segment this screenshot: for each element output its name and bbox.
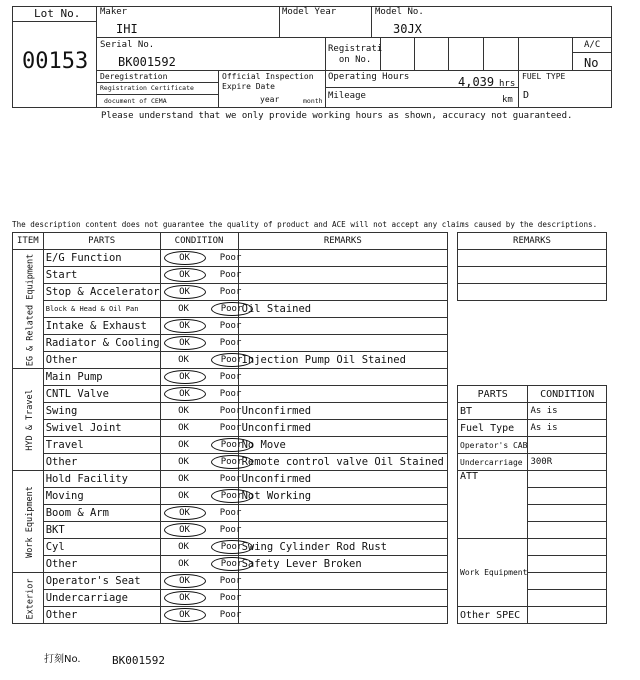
poor-option[interactable]: Poor [219, 338, 242, 348]
condition-cell [160, 505, 242, 522]
item-group-label: Exterior [25, 578, 35, 619]
item-group-label: HYD & Travel [25, 389, 35, 451]
condition-cell [160, 369, 242, 386]
item-group [13, 369, 44, 471]
condition-cell [160, 556, 243, 573]
condition-cell [160, 420, 242, 437]
serial-value: BK001592 [118, 55, 176, 69]
right-condition-cell [528, 539, 607, 556]
right-condition-value: As is [528, 420, 607, 437]
poor-option[interactable]: Poor [219, 287, 242, 297]
maker-value: IHI [116, 22, 138, 36]
right-condition-cell [528, 573, 607, 590]
right-parts-table [457, 385, 607, 624]
table-row [13, 590, 448, 607]
part-name: Swivel Joint [43, 420, 160, 437]
right-parts-row [458, 420, 607, 437]
remarks-cell [238, 607, 447, 624]
poor-option-selected[interactable]: Poor [211, 489, 253, 503]
item-group [13, 471, 44, 573]
remarks-cell: Safety Lever Broken [238, 556, 447, 573]
condition-cell [160, 403, 242, 420]
condition-cell [160, 471, 242, 488]
poor-option[interactable]: Poor [219, 389, 242, 399]
remarks-cell: Remote control valve Oil Stained [238, 454, 447, 471]
poor-option-selected[interactable]: Poor [211, 438, 253, 452]
stamp-label: 打刻No. [44, 654, 81, 665]
condition-cell [160, 488, 243, 505]
lot-label: Lot No. [34, 7, 81, 20]
table-row [13, 488, 448, 505]
right-remarks-table [457, 232, 607, 301]
right-condition-value: 300R [528, 454, 607, 471]
header-item: ITEM [13, 233, 44, 250]
disclaimer: The description content does not guarantee the quality of product and ACE will not accept any claims caused by the descriptions. [12, 220, 598, 229]
table-row [13, 250, 448, 267]
ok-option-selected[interactable]: OK [164, 285, 206, 299]
part-name: Other [43, 352, 160, 369]
deregistration-label: Deregistration [100, 72, 168, 81]
ok-option[interactable]: OK [178, 491, 189, 501]
fuel-type-label: FUEL TYPE [522, 72, 566, 81]
header-block [12, 6, 612, 108]
condition-cell [160, 284, 242, 301]
part-name: Start [43, 267, 160, 284]
right-parts-header-row [458, 386, 607, 403]
part-name: Radiator & Cooling [43, 335, 160, 352]
remarks-cell: Unconfirmed [238, 471, 447, 488]
item-group-label: Work Equipment [25, 486, 35, 558]
right-part-name: Undercarriage [458, 454, 528, 471]
poor-option-selected[interactable]: Poor [211, 455, 253, 469]
right-part-name: Work Equipment [458, 539, 528, 607]
poor-option-selected[interactable]: Poor [211, 540, 253, 554]
table-row [13, 437, 448, 454]
part-name: Block & Head & Oil Pan [43, 301, 160, 318]
fuel-type-value: D [523, 90, 530, 101]
condition-cell [160, 318, 242, 335]
table-row [13, 471, 448, 488]
table-header-row [13, 233, 448, 250]
remarks-cell [238, 505, 447, 522]
ok-option-selected[interactable]: OK [164, 608, 206, 622]
hrs-unit: hrs [499, 79, 516, 89]
right-remarks-header-row [458, 233, 607, 250]
part-name: Main Pump [43, 369, 160, 386]
ac-value: No [584, 56, 599, 70]
ok-option[interactable]: OK [178, 542, 189, 552]
poor-option[interactable]: Poor [219, 610, 242, 620]
poor-option[interactable]: Poor [219, 576, 242, 586]
right-parts-row [458, 607, 607, 624]
condition-cell [160, 301, 243, 318]
part-name: Moving [43, 488, 160, 505]
table-row [13, 284, 448, 301]
right-part-name: Fuel Type [458, 420, 528, 437]
remarks-cell [238, 522, 447, 539]
poor-option[interactable]: Poor [219, 474, 242, 484]
part-name: Other [43, 607, 160, 624]
month-label: month [303, 97, 323, 105]
table-row [13, 301, 448, 318]
remarks-cell: Unconfirmed [238, 403, 447, 420]
right-part-name: Other SPEC [458, 607, 528, 624]
ok-option-selected[interactable]: OK [164, 370, 206, 384]
part-name: Stop & Accelerator [43, 284, 160, 301]
ok-option[interactable]: OK [178, 423, 189, 433]
right-condition-cell [528, 505, 607, 522]
header-condition: CONDITION [160, 233, 238, 250]
poor-option[interactable]: Poor [219, 423, 242, 433]
poor-option[interactable]: Poor [219, 508, 242, 518]
part-name: Other [43, 454, 160, 471]
right-condition-cell [528, 590, 607, 607]
inspection-table [12, 232, 448, 624]
remarks-cell: Not Working [238, 488, 447, 505]
mileage-label: Mileage [328, 91, 366, 101]
right-condition-cell [528, 471, 607, 488]
ok-option-selected[interactable]: OK [164, 387, 206, 401]
operating-hours-label: Operating Hours [328, 72, 410, 82]
table-row [13, 454, 448, 471]
right-condition-cell [528, 488, 607, 505]
remarks-cell [238, 250, 447, 267]
right-parts-row [458, 403, 607, 420]
table-row [13, 420, 448, 437]
table-row [13, 556, 448, 573]
inspection-label: Official Inspection Expire Date [222, 72, 314, 91]
part-name: Undercarriage [43, 590, 160, 607]
condition-cell [160, 267, 242, 284]
part-name: Intake & Exhaust [43, 318, 160, 335]
model-year-label: Model Year [282, 7, 337, 17]
table-row [13, 352, 448, 369]
table-row [13, 267, 448, 284]
ok-option[interactable]: OK [178, 355, 189, 365]
condition-cell [160, 573, 242, 590]
right-parts-row [458, 539, 607, 556]
right-remarks-cell [458, 284, 607, 301]
right-part-name: BT [458, 403, 528, 420]
condition-cell [160, 352, 243, 369]
maker-label: Maker [100, 7, 128, 17]
item-group-label: EG & Related Equipment [25, 253, 35, 366]
condition-cell [160, 522, 242, 539]
right-parts-row [458, 437, 607, 454]
table-row [13, 522, 448, 539]
part-name: CNTL Valve [43, 386, 160, 403]
part-name: Cyl [43, 539, 160, 556]
ok-option[interactable]: OK [178, 440, 189, 450]
ok-option-selected[interactable]: OK [164, 591, 206, 605]
poor-option[interactable]: Poor [219, 321, 242, 331]
remarks-cell [238, 267, 447, 284]
right-part-name: Operator's CAB [458, 437, 528, 454]
ac-label: A/C [584, 40, 601, 50]
part-name: Boom & Arm [43, 505, 160, 522]
right-remarks-header: REMARKS [458, 233, 607, 250]
part-name: Operator's Seat [43, 573, 160, 590]
poor-option[interactable]: Poor [219, 406, 242, 416]
condition-cell [160, 250, 242, 267]
part-name: Swing [43, 403, 160, 420]
item-group [13, 573, 44, 624]
remarks-cell [238, 386, 447, 403]
lot-number: 00153 [22, 49, 89, 74]
remarks-cell [238, 573, 447, 590]
right-condition-value [528, 607, 607, 624]
registration-label: Registrati on No. [328, 44, 383, 65]
ok-option-selected[interactable]: OK [164, 574, 206, 588]
remarks-cell: No Move [238, 437, 447, 454]
part-name: Other [43, 556, 160, 573]
ok-option[interactable]: OK [178, 304, 189, 314]
hours-notice: Please understand that we only provide working hours as shown, accuracy not guaranteed. [101, 111, 573, 121]
cema-label: document of CEMA [104, 97, 167, 105]
right-remarks-row [458, 267, 607, 284]
remarks-cell: Injection Pump Oil Stained [238, 352, 447, 369]
table-row [13, 573, 448, 590]
right-condition-header: CONDITION [528, 386, 607, 403]
table-row [13, 369, 448, 386]
ok-option[interactable]: OK [178, 457, 189, 467]
part-name: BKT [43, 522, 160, 539]
condition-cell [160, 607, 242, 624]
ok-option-selected[interactable]: OK [164, 319, 206, 333]
poor-option[interactable]: Poor [219, 525, 242, 535]
serial-label: Serial No. [100, 40, 155, 50]
remarks-cell: Unconfirmed [238, 420, 447, 437]
right-condition-value [528, 437, 607, 454]
right-condition-cell [528, 556, 607, 573]
part-name: Travel [43, 437, 160, 454]
right-parts-row [458, 471, 607, 488]
ok-option-selected[interactable]: OK [164, 506, 206, 520]
poor-option-selected[interactable]: Poor [211, 302, 253, 316]
ok-option-selected[interactable]: OK [164, 336, 206, 350]
right-remarks-cell [458, 267, 607, 284]
right-condition-cell [528, 522, 607, 539]
condition-cell [160, 539, 243, 556]
year-label: year [260, 95, 280, 104]
reg-cert-label: Registration Certificate [100, 84, 194, 92]
right-part-name: ATT [458, 471, 528, 539]
condition-cell [160, 454, 243, 471]
item-group [13, 250, 44, 369]
table-row [13, 386, 448, 403]
poor-option[interactable]: Poor [219, 372, 242, 382]
condition-cell [160, 335, 242, 352]
right-remarks-row [458, 284, 607, 301]
model-no-label: Model No. [375, 7, 424, 17]
model-no-value: 30JX [393, 22, 422, 36]
remarks-cell: Oil Stained [238, 301, 447, 318]
poor-option-selected[interactable]: Poor [211, 557, 253, 571]
remarks-cell [238, 318, 447, 335]
ok-option-selected[interactable]: OK [164, 251, 206, 265]
condition-cell [160, 386, 242, 403]
part-name: Hold Facility [43, 471, 160, 488]
right-remarks-cell [458, 250, 607, 267]
poor-option[interactable]: Poor [219, 253, 242, 263]
condition-cell [160, 437, 243, 454]
operating-hours-value: 4,039 [458, 75, 495, 89]
table-row [13, 335, 448, 352]
right-parts-row [458, 454, 607, 471]
stamp-value: BK001592 [112, 654, 165, 667]
table-row [13, 318, 448, 335]
part-name: E/G Function [43, 250, 160, 267]
ok-option[interactable]: OK [178, 559, 189, 569]
remarks-cell: Swing Cylinder Rod Rust [238, 539, 447, 556]
poor-option-selected[interactable]: Poor [211, 353, 253, 367]
table-row [13, 539, 448, 556]
table-row [13, 607, 448, 624]
km-unit: km [502, 95, 513, 105]
table-row [13, 403, 448, 420]
poor-option[interactable]: Poor [219, 593, 242, 603]
header-parts: PARTS [43, 233, 160, 250]
poor-option[interactable]: Poor [219, 270, 242, 280]
condition-cell [160, 590, 242, 607]
right-remarks-row [458, 250, 607, 267]
remarks-cell [238, 369, 447, 386]
ok-option-selected[interactable]: OK [164, 523, 206, 537]
right-condition-value: As is [528, 403, 607, 420]
right-parts-header: PARTS [458, 386, 528, 403]
remarks-cell [238, 335, 447, 352]
ok-option[interactable]: OK [178, 406, 189, 416]
table-row [13, 505, 448, 522]
header-remarks: REMARKS [238, 233, 447, 250]
remarks-cell [238, 284, 447, 301]
ok-option[interactable]: OK [178, 474, 189, 484]
remarks-cell [238, 590, 447, 607]
ok-option-selected[interactable]: OK [164, 268, 206, 282]
